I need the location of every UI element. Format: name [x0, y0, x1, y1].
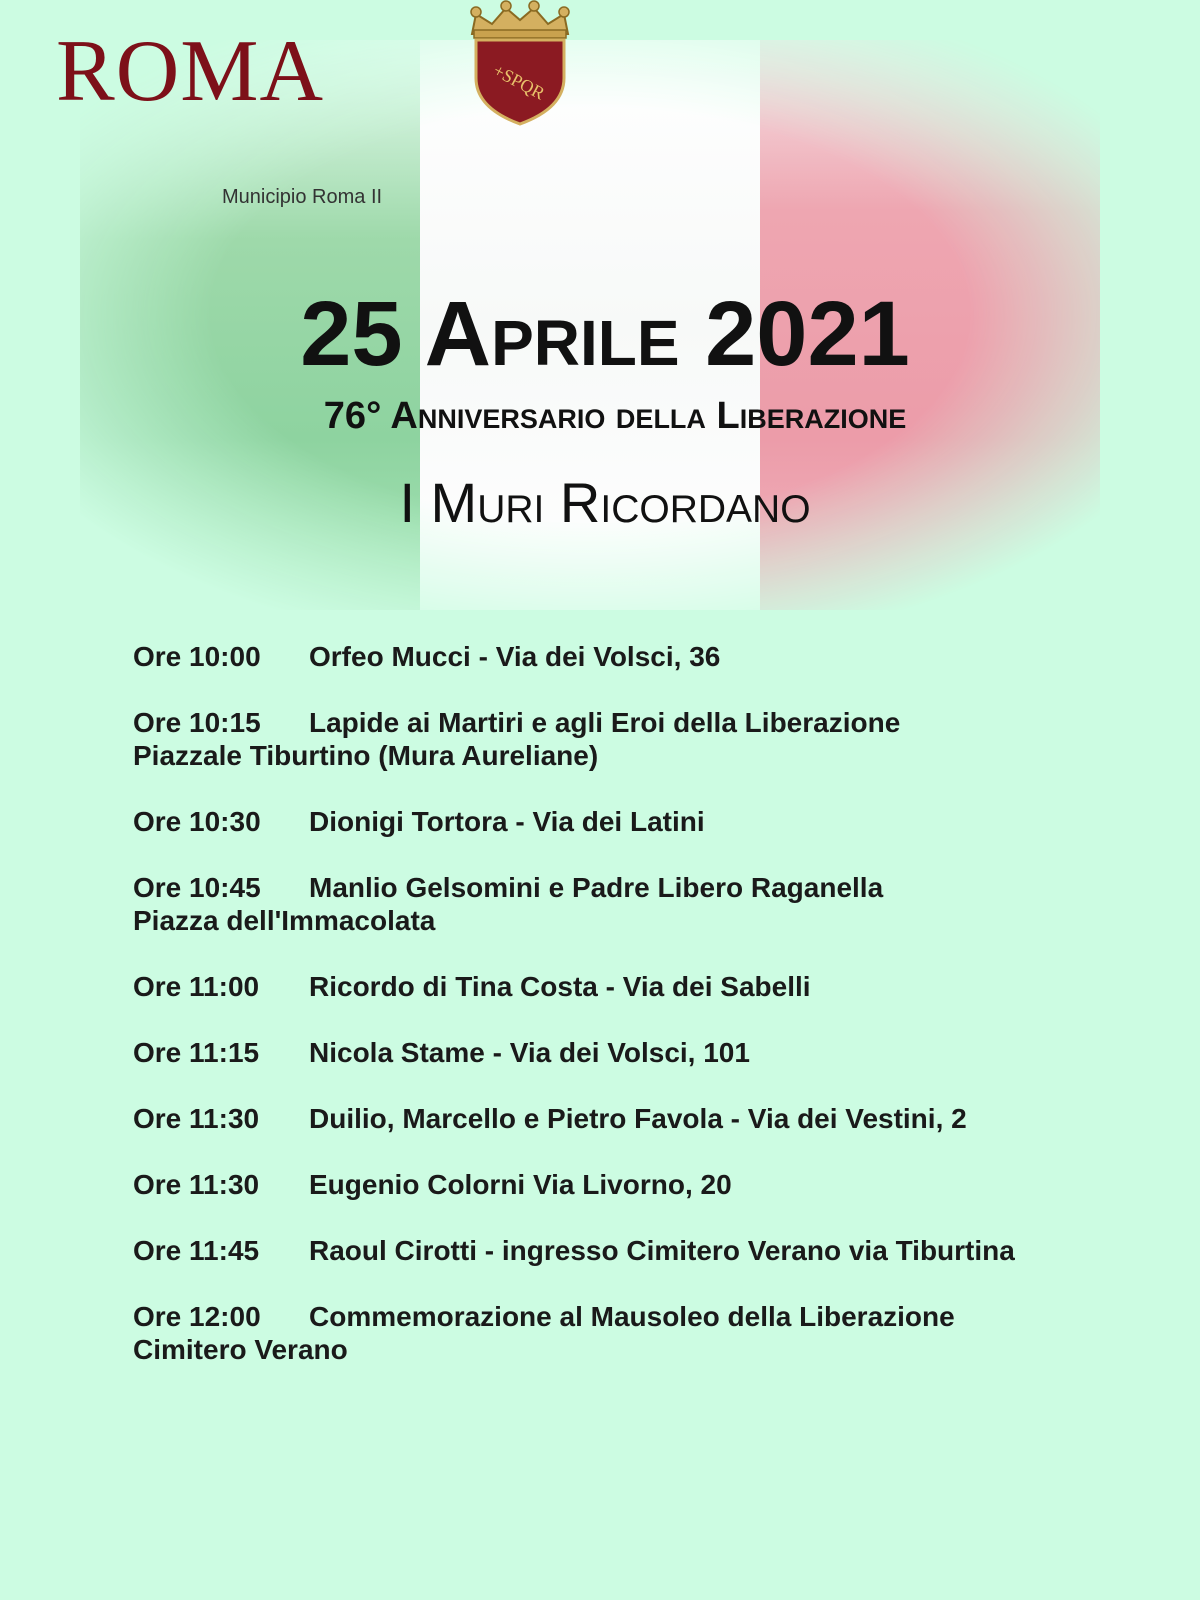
page-title: 25 Aprile 2021: [300, 283, 910, 385]
schedule-item: [133, 706, 1183, 772]
schedule-time: Ore 11:45: [133, 1235, 260, 1266]
schedule-item: [133, 1036, 1183, 1069]
schedule-item: [133, 1300, 1183, 1366]
schedule-time: Ore 10:45: [133, 872, 261, 903]
schedule-item: [133, 640, 1183, 673]
schedule-text: Dionigi Tortora - Via dei Latini: [309, 806, 705, 837]
schedule-text: Eugenio Colorni Via Livorno, 20: [309, 1169, 732, 1200]
schedule-text: Manlio Gelsomini e Padre Libero Raganella: [309, 872, 884, 903]
municipio-label: Municipio Roma II: [222, 186, 383, 208]
schedule-time: Ore 12:00: [133, 1301, 261, 1332]
schedule-text: Lapide ai Martiri e agli Eroi della Liberazione: [309, 707, 901, 738]
schedule-location: Piazza dell'Immacolata: [133, 905, 436, 936]
schedule-text: Duilio, Marcello e Pietro Favola - Via dei Vestini, 2: [309, 1103, 967, 1134]
schedule-time: Ore 10:30: [133, 806, 261, 837]
schedule-item: [133, 1102, 1183, 1135]
schedule-text: Nicola Stame - Via dei Volsci, 101: [309, 1037, 750, 1068]
schedule-time: Ore 11:30: [133, 1169, 260, 1200]
schedule-time: Ore 11:30: [133, 1103, 260, 1134]
schedule-time: Ore 11:15: [133, 1037, 260, 1068]
roma-crest-icon: [466, 0, 574, 128]
schedule-text: Ricordo di Tina Costa - Via dei Sabelli: [309, 971, 811, 1002]
roma-logo: ROMA: [56, 23, 325, 120]
schedule-item: [133, 1168, 1183, 1201]
schedule-item: [133, 1234, 1183, 1267]
schedule-time: Ore 10:00: [133, 641, 261, 672]
crest-text: +SPQR: [490, 59, 549, 104]
schedule-text: Commemorazione al Mausoleo della Liberazione: [309, 1301, 955, 1332]
schedule-location: Piazzale Tiburtino (Mura Aureliane): [133, 740, 599, 771]
schedule-text: Orfeo Mucci - Via dei Volsci, 36: [309, 641, 721, 672]
schedule-item: [133, 970, 1183, 1003]
schedule-item: [133, 871, 1183, 937]
schedule-list: [133, 640, 1183, 1399]
schedule-time: Ore 11:00: [133, 971, 260, 1002]
schedule-time: Ore 10:15: [133, 707, 261, 738]
tagline: I Muri Ricordano: [399, 471, 811, 534]
schedule-item: [133, 805, 1183, 838]
schedule-text: Raoul Cirotti - ingresso Cimitero Verano via Tiburtina: [309, 1235, 1015, 1266]
page-subtitle: 76° Anniversario della Liberazione: [323, 395, 907, 437]
schedule-location: Cimitero Verano: [133, 1334, 348, 1365]
